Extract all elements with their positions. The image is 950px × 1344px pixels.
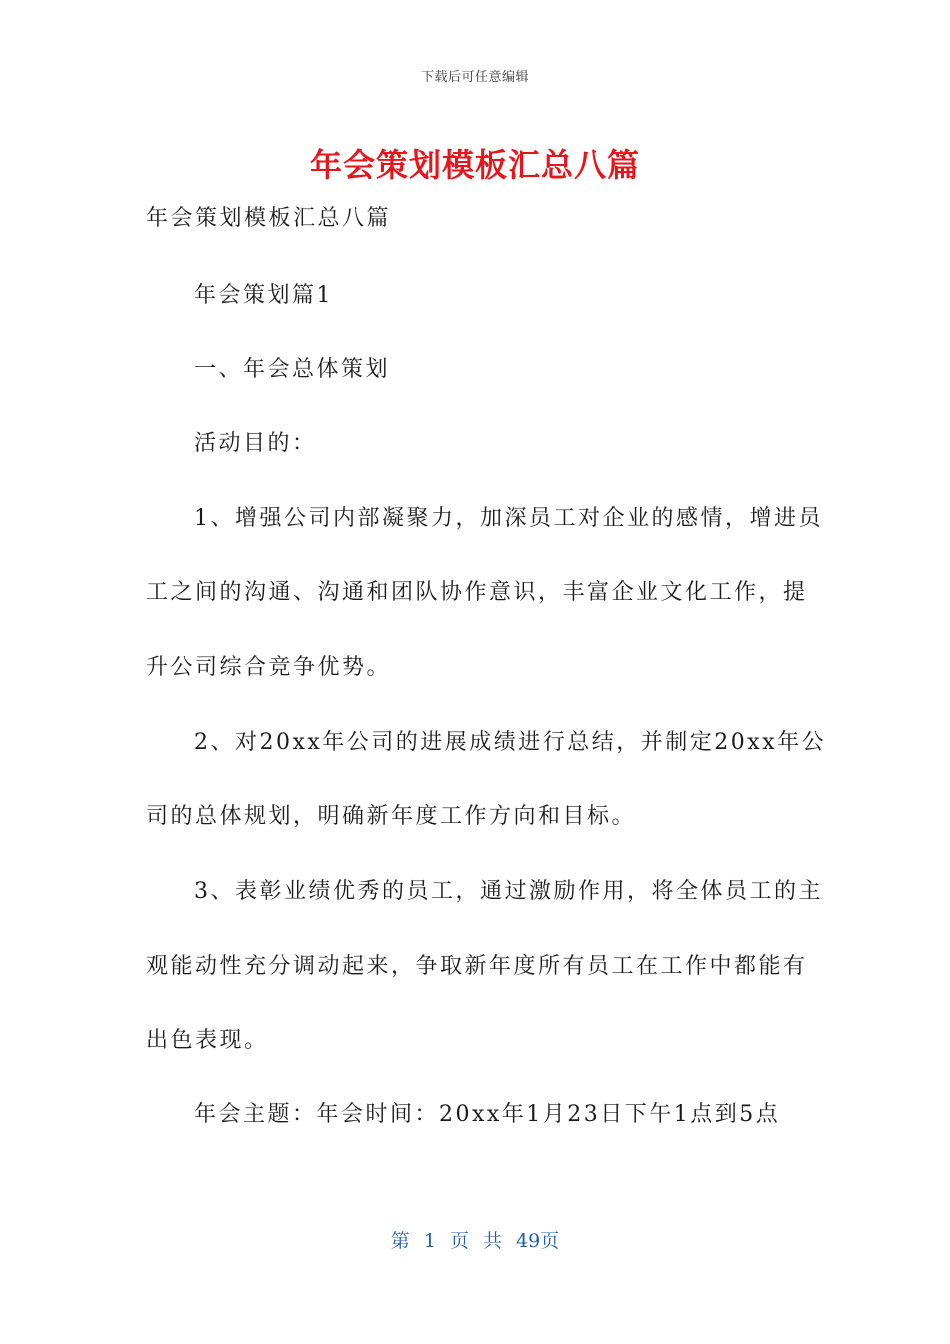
paragraph-line: 1、增强公司内部凝聚力，加深员工对企业的感情，增进员 xyxy=(194,506,823,531)
footer-suffix: 页 xyxy=(540,1230,560,1252)
section-heading: 年会策划篇1 xyxy=(194,283,333,308)
paragraph-line: 司的总体规划，明确新年度工作方向和目标。 xyxy=(146,804,637,829)
page-footer xyxy=(0,1226,950,1253)
paragraph-line: 观能动性充分调动起来，争取新年度所有员工在工作中都能有 xyxy=(146,954,808,979)
document-title: 年会策划模板汇总八篇 xyxy=(309,146,640,184)
footer-middle: 页 共 xyxy=(449,1230,502,1252)
paragraph-label: 活动目的： xyxy=(194,431,317,456)
paragraph-line: 3、表彰业绩优秀的员工，通过激励作用，将全体员工的主 xyxy=(194,879,823,904)
paragraph-line: 2、对20xx年公司的进展成绩进行总结，并制定20xx年公 xyxy=(194,730,827,755)
subsection-heading: 一、年会总体策划 xyxy=(194,357,391,382)
subtitle-line: 年会策划模板汇总八篇 xyxy=(146,206,392,231)
paragraph-line: 升公司综合竞争优势。 xyxy=(146,655,392,680)
footer-total-pages: 49 xyxy=(516,1230,541,1252)
footer-prefix: 第 xyxy=(390,1230,410,1252)
footer-page-number: 1 xyxy=(423,1230,436,1252)
header-note: 下载后可任意编辑 xyxy=(420,70,529,85)
paragraph-line: 年会主题：年会时间：20xx年1月23日下午1点到5点 xyxy=(194,1102,781,1127)
paragraph-line: 工之间的沟通、沟通和团队协作意识，丰富企业文化工作，提 xyxy=(146,580,808,605)
paragraph-line: 出色表现。 xyxy=(146,1028,269,1053)
